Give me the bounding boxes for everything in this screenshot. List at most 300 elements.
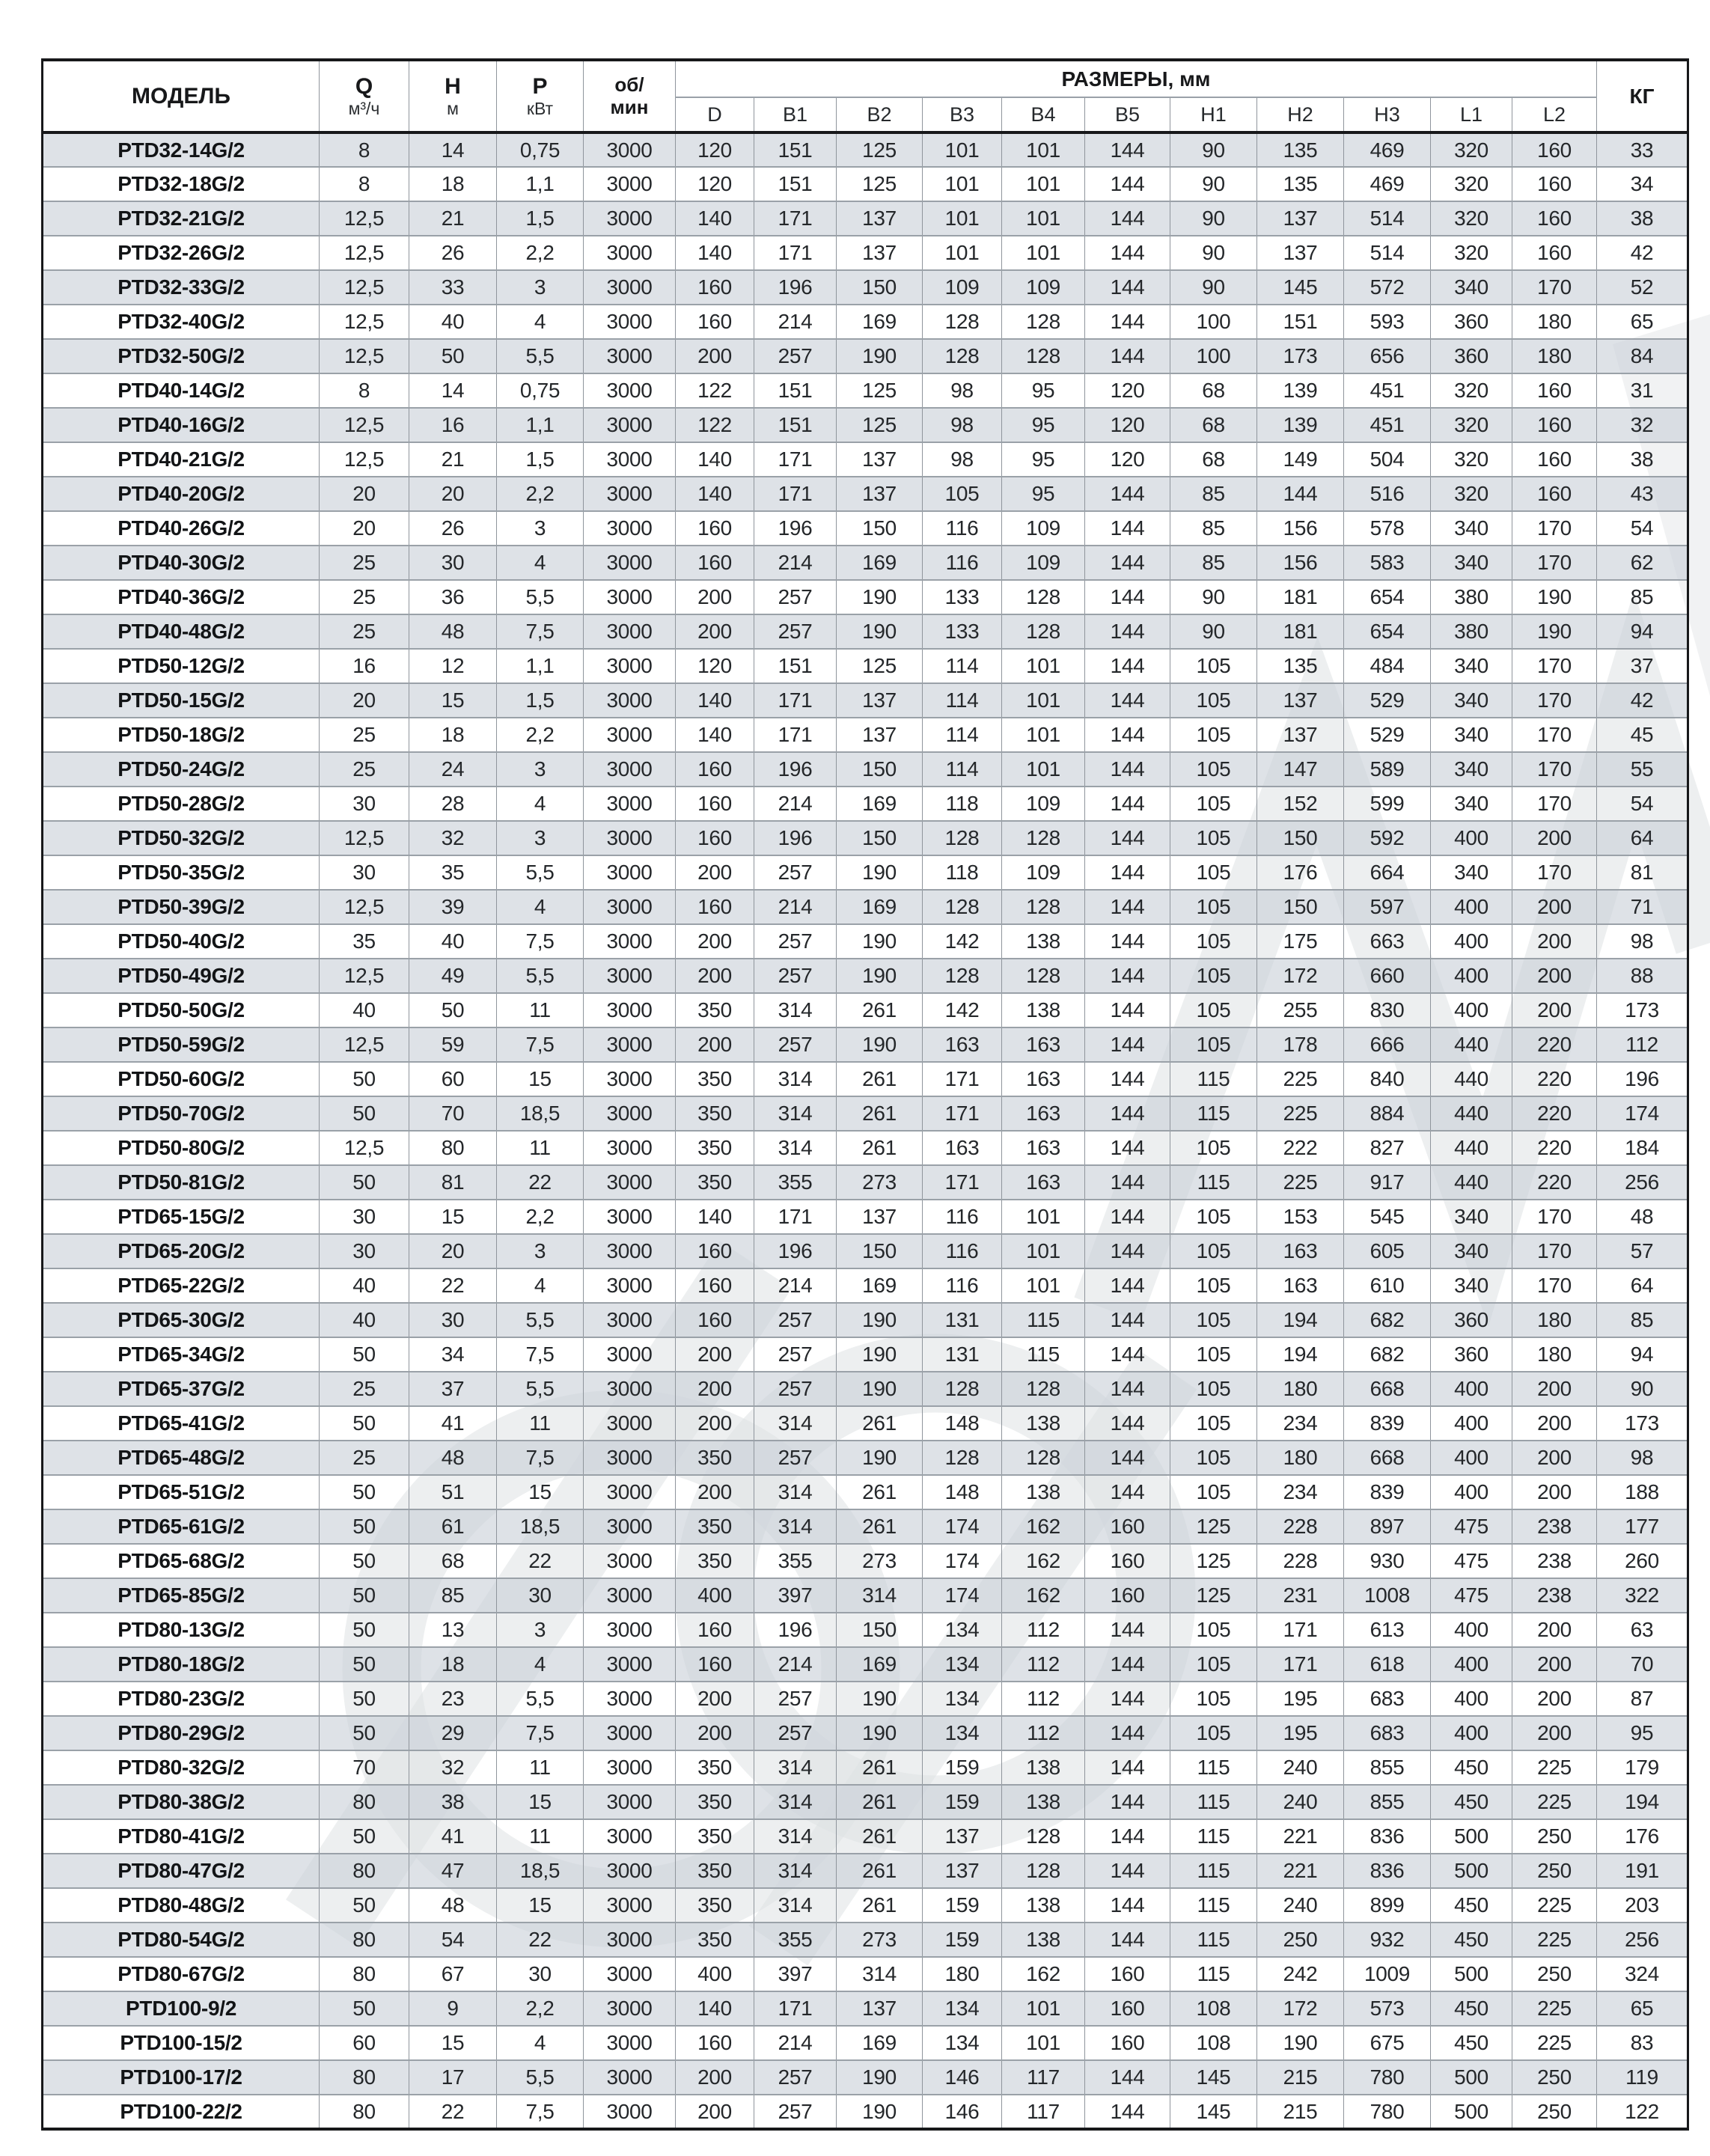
model-name: PTD50-49G/2 (43, 959, 320, 993)
col-header-head (409, 60, 497, 132)
spec-value: 128 (923, 890, 1002, 924)
spec-value: 140 (676, 1200, 754, 1234)
table-row (43, 1337, 1688, 1372)
spec-value: 180 (1512, 305, 1597, 339)
spec-value: 156 (1257, 511, 1344, 546)
spec-value: 170 (1512, 1234, 1597, 1268)
spec-value: 171 (1257, 1613, 1344, 1647)
spec-value: 839 (1344, 1475, 1431, 1509)
spec-value: 31 (1597, 373, 1688, 408)
spec-value: 320 (1431, 477, 1512, 511)
spec-value: 26 (409, 511, 497, 546)
table-row (43, 821, 1688, 855)
spec-value: 3000 (584, 1957, 676, 1991)
spec-value: 830 (1344, 993, 1431, 1027)
spec-value: 43 (1597, 477, 1688, 511)
spec-value: 14 (409, 373, 497, 408)
spec-value: 176 (1597, 1819, 1688, 1854)
spec-value: 200 (676, 1682, 754, 1716)
spec-value: 144 (1085, 201, 1170, 236)
spec-value: 3000 (584, 408, 676, 442)
spec-value: 21 (409, 201, 497, 236)
spec-value: 5,5 (497, 339, 584, 373)
table-body (43, 132, 1688, 2129)
spec-value: 3000 (584, 2060, 676, 2095)
spec-value: 144 (1085, 752, 1170, 787)
table-row (43, 787, 1688, 821)
spec-value: 25 (320, 614, 409, 649)
spec-value: 117 (1002, 2095, 1085, 2129)
spec-value: 240 (1257, 1785, 1344, 1819)
model-name: PTD65-51G/2 (43, 1475, 320, 1509)
spec-value: 4 (497, 1647, 584, 1682)
spec-value: 194 (1257, 1303, 1344, 1337)
spec-value: 18 (409, 718, 497, 752)
spec-value: 85 (1597, 580, 1688, 614)
spec-value: 350 (676, 1131, 754, 1165)
spec-value: 170 (1512, 270, 1597, 305)
spec-value: 128 (1002, 339, 1085, 373)
spec-value: 1,5 (497, 442, 584, 477)
spec-value: 257 (754, 1337, 837, 1372)
power-unit: кВт (526, 99, 554, 119)
table-row (43, 442, 1688, 477)
spec-value: 138 (1002, 1923, 1085, 1957)
spec-value: 5,5 (497, 1303, 584, 1337)
spec-value: 242 (1257, 1957, 1344, 1991)
spec-value: 314 (754, 1785, 837, 1819)
spec-value: 50 (320, 1165, 409, 1200)
spec-value: 112 (1002, 1682, 1085, 1716)
spec-value: 250 (1512, 1819, 1597, 1854)
spec-value: 144 (1085, 787, 1170, 821)
spec-value: 144 (1085, 683, 1170, 718)
spec-value: 400 (1431, 1647, 1512, 1682)
spec-value: 174 (923, 1544, 1002, 1578)
spec-value: 228 (1257, 1544, 1344, 1578)
spec-value: 12,5 (320, 821, 409, 855)
model-name: PTD65-41G/2 (43, 1406, 320, 1441)
table-row (43, 1544, 1688, 1578)
spec-value: 3000 (584, 1027, 676, 1062)
spec-value: 114 (923, 752, 1002, 787)
spec-value: 90 (1170, 580, 1257, 614)
spec-value: 350 (676, 1165, 754, 1200)
spec-value: 225 (1512, 1750, 1597, 1785)
table-row (43, 2026, 1688, 2060)
spec-value: 101 (1002, 1234, 1085, 1268)
spec-value: 125 (837, 408, 923, 442)
spec-value: 138 (1002, 1406, 1085, 1441)
model-name: PTD50-80G/2 (43, 1131, 320, 1165)
spec-value: 70 (409, 1096, 497, 1131)
spec-value: 36 (409, 580, 497, 614)
spec-value: 257 (754, 1682, 837, 1716)
spec-value: 115 (1170, 1096, 1257, 1131)
spec-value: 169 (837, 787, 923, 821)
spec-value: 3000 (584, 236, 676, 270)
spec-value: 250 (1257, 1923, 1344, 1957)
spec-value: 101 (923, 236, 1002, 270)
spec-value: 3000 (584, 683, 676, 718)
spec-value: 610 (1344, 1268, 1431, 1303)
spec-value: 20 (409, 477, 497, 511)
spec-value: 196 (754, 1234, 837, 1268)
table-row (43, 1234, 1688, 1268)
spec-value: 105 (1170, 1234, 1257, 1268)
spec-value: 172 (1257, 1991, 1344, 2026)
spec-value: 160 (676, 821, 754, 855)
table-row (43, 683, 1688, 718)
spec-value: 173 (1597, 993, 1688, 1027)
spec-value: 200 (1512, 1716, 1597, 1750)
spec-value: 440 (1431, 1165, 1512, 1200)
dimension-column-L1: L1 (1431, 97, 1512, 132)
table-row (43, 373, 1688, 408)
spec-value: 101 (1002, 1268, 1085, 1303)
table-header (43, 60, 1688, 132)
spec-value: 105 (1170, 1406, 1257, 1441)
spec-value: 200 (676, 2060, 754, 2095)
spec-value: 836 (1344, 1854, 1431, 1888)
spec-value: 87 (1597, 1682, 1688, 1716)
spec-value: 128 (923, 339, 1002, 373)
spec-value: 214 (754, 546, 837, 580)
table-row (43, 924, 1688, 959)
spec-value: 3000 (584, 1544, 676, 1578)
spec-value: 144 (1085, 1682, 1170, 1716)
spec-value: 25 (320, 1441, 409, 1475)
spec-value: 440 (1431, 1027, 1512, 1062)
spec-value: 101 (1002, 718, 1085, 752)
spec-value: 654 (1344, 614, 1431, 649)
spec-value: 171 (754, 201, 837, 236)
spec-value: 256 (1597, 1923, 1688, 1957)
spec-value: 897 (1344, 1509, 1431, 1544)
spec-value: 50 (320, 1096, 409, 1131)
spec-value: 3000 (584, 2026, 676, 2060)
spec-value: 90 (1170, 270, 1257, 305)
spec-value: 7,5 (497, 924, 584, 959)
spec-value: 170 (1512, 1200, 1597, 1234)
spec-value: 683 (1344, 1682, 1431, 1716)
spec-value: 322 (1597, 1578, 1688, 1613)
model-name: PTD50-35G/2 (43, 855, 320, 890)
spec-value: 144 (1085, 1647, 1170, 1682)
spec-value: 45 (1597, 718, 1688, 752)
spec-value: 340 (1431, 270, 1512, 305)
spec-value: 314 (754, 1406, 837, 1441)
spec-value: 138 (1002, 924, 1085, 959)
spec-value: 172 (1257, 959, 1344, 993)
spec-value: 225 (1512, 2026, 1597, 2060)
spec-value: 200 (1512, 1372, 1597, 1406)
dimension-column-B2: B2 (837, 97, 923, 132)
model-name: PTD40-20G/2 (43, 477, 320, 511)
spec-value: 3000 (584, 1096, 676, 1131)
table-row (43, 1888, 1688, 1923)
spec-value: 98 (923, 373, 1002, 408)
spec-value: 314 (754, 1131, 837, 1165)
model-name: PTD50-18G/2 (43, 718, 320, 752)
spec-value: 42 (1597, 236, 1688, 270)
spec-value: 3 (497, 752, 584, 787)
model-name: PTD80-54G/2 (43, 1923, 320, 1957)
spec-value: 151 (754, 649, 837, 683)
spec-value: 95 (1002, 442, 1085, 477)
spec-value: 170 (1512, 752, 1597, 787)
table-row (43, 477, 1688, 511)
spec-value: 400 (1431, 1682, 1512, 1716)
spec-value: 225 (1257, 1062, 1344, 1096)
spec-value: 350 (676, 1819, 754, 1854)
spec-value: 25 (320, 752, 409, 787)
spec-value: 3000 (584, 1578, 676, 1613)
spec-value: 163 (1002, 1096, 1085, 1131)
spec-value: 125 (1170, 1578, 1257, 1613)
spec-value: 340 (1431, 1268, 1512, 1303)
spec-value: 3000 (584, 1062, 676, 1096)
rpm-line1: об/ (614, 73, 644, 96)
spec-value: 516 (1344, 477, 1431, 511)
spec-value: 116 (923, 1268, 1002, 1303)
spec-value: 255 (1257, 993, 1344, 1027)
spec-value: 160 (1085, 1957, 1170, 1991)
spec-value: 261 (837, 1750, 923, 1785)
spec-value: 200 (676, 1027, 754, 1062)
spec-value: 214 (754, 1268, 837, 1303)
spec-value: 3000 (584, 270, 676, 305)
spec-value: 112 (1597, 1027, 1688, 1062)
spec-value: 128 (923, 959, 1002, 993)
model-name: PTD80-13G/2 (43, 1613, 320, 1647)
spec-value: 314 (754, 1509, 837, 1544)
spec-value: 3000 (584, 1819, 676, 1854)
table-row (43, 1854, 1688, 1888)
spec-value: 572 (1344, 270, 1431, 305)
spec-value: 134 (923, 1647, 1002, 1682)
table-row (43, 167, 1688, 201)
table-row (43, 1923, 1688, 1957)
spec-value: 160 (676, 546, 754, 580)
model-name: PTD50-70G/2 (43, 1096, 320, 1131)
spec-value: 139 (1257, 408, 1344, 442)
spec-value: 238 (1512, 1509, 1597, 1544)
col-header-flow (320, 60, 409, 132)
table-row (43, 1819, 1688, 1854)
spec-value: 135 (1257, 167, 1344, 201)
spec-value: 3000 (584, 855, 676, 890)
spec-value: 238 (1512, 1578, 1597, 1613)
table-row (43, 1991, 1688, 2026)
spec-value: 144 (1085, 546, 1170, 580)
spec-value: 4 (497, 890, 584, 924)
spec-value: 4 (497, 2026, 584, 2060)
spec-value: 70 (1597, 1647, 1688, 1682)
spec-value: 144 (1085, 1750, 1170, 1785)
spec-value: 59 (409, 1027, 497, 1062)
spec-value: 663 (1344, 924, 1431, 959)
spec-value: 3000 (584, 1785, 676, 1819)
spec-value: 160 (676, 1647, 754, 1682)
spec-value: 589 (1344, 752, 1431, 787)
spec-value: 144 (1085, 1062, 1170, 1096)
spec-value: 3000 (584, 718, 676, 752)
spec-value: 3000 (584, 1131, 676, 1165)
spec-value: 170 (1512, 718, 1597, 752)
spec-value: 120 (1085, 408, 1170, 442)
spec-value: 2,2 (497, 1200, 584, 1234)
table-row (43, 580, 1688, 614)
model-name: PTD65-61G/2 (43, 1509, 320, 1544)
spec-value: 231 (1257, 1578, 1344, 1613)
spec-value: 196 (754, 270, 837, 305)
dimension-column-L2: L2 (1512, 97, 1597, 132)
spec-value: 144 (1085, 1096, 1170, 1131)
spec-value: 144 (1085, 339, 1170, 373)
spec-value: 7,5 (497, 1337, 584, 1372)
spec-value: 98 (923, 442, 1002, 477)
spec-value: 144 (1085, 1819, 1170, 1854)
spec-value: 261 (837, 1475, 923, 1509)
spec-value: 134 (923, 1991, 1002, 2026)
spec-value: 60 (320, 2026, 409, 2060)
spec-value: 114 (923, 683, 1002, 718)
spec-value: 29 (409, 1716, 497, 1750)
spec-value: 144 (1085, 890, 1170, 924)
spec-value: 105 (1170, 787, 1257, 821)
spec-value: 174 (1597, 1096, 1688, 1131)
spec-value: 134 (923, 1716, 1002, 1750)
spec-value: 144 (1085, 1923, 1170, 1957)
spec-value: 160 (676, 1234, 754, 1268)
spec-value: 160 (1512, 132, 1597, 167)
spec-value: 108 (1170, 1991, 1257, 2026)
spec-value: 320 (1431, 167, 1512, 201)
model-name: PTD40-36G/2 (43, 580, 320, 614)
model-name: PTD50-32G/2 (43, 821, 320, 855)
spec-value: 440 (1431, 1096, 1512, 1131)
spec-value: 171 (754, 236, 837, 270)
spec-value: 314 (754, 1854, 837, 1888)
spec-value: 105 (1170, 1027, 1257, 1062)
col-header-dimensions: РАЗМЕРЫ, мм (676, 60, 1597, 97)
model-name: PTD32-26G/2 (43, 236, 320, 270)
spec-value: 3000 (584, 1234, 676, 1268)
spec-value: 400 (1431, 1716, 1512, 1750)
spec-value: 159 (923, 1750, 1002, 1785)
model-name: PTD80-29G/2 (43, 1716, 320, 1750)
dimension-column-D: D (676, 97, 754, 132)
spec-value: 3000 (584, 1165, 676, 1200)
spec-value: 118 (923, 787, 1002, 821)
spec-value: 105 (1170, 1613, 1257, 1647)
spec-value: 18,5 (497, 1854, 584, 1888)
spec-value: 109 (1002, 855, 1085, 890)
spec-value: 257 (754, 1303, 837, 1337)
spec-value: 214 (754, 1647, 837, 1682)
spec-value: 350 (676, 1750, 754, 1785)
spec-value: 171 (754, 1200, 837, 1234)
spec-value: 50 (409, 339, 497, 373)
spec-value: 120 (1085, 373, 1170, 408)
spec-value: 340 (1431, 649, 1512, 683)
spec-value: 360 (1431, 1303, 1512, 1337)
spec-value: 12,5 (320, 959, 409, 993)
spec-value: 190 (837, 924, 923, 959)
model-name: PTD100-15/2 (43, 2026, 320, 2060)
table-row (43, 959, 1688, 993)
spec-value: 160 (676, 305, 754, 339)
spec-value: 225 (1257, 1096, 1344, 1131)
spec-value: 15 (409, 1200, 497, 1234)
spec-value: 170 (1512, 546, 1597, 580)
table-row (43, 236, 1688, 270)
spec-value: 593 (1344, 305, 1431, 339)
spec-value: 340 (1431, 1234, 1512, 1268)
spec-value: 3000 (584, 1682, 676, 1716)
spec-value: 83 (1597, 2026, 1688, 2060)
spec-value: 80 (320, 2095, 409, 2129)
spec-value: 64 (1597, 1268, 1688, 1303)
spec-value: 340 (1431, 752, 1512, 787)
spec-value: 5,5 (497, 2060, 584, 2095)
spec-value: 160 (1512, 408, 1597, 442)
spec-value: 1,5 (497, 683, 584, 718)
spec-value: 137 (1257, 236, 1344, 270)
spec-value: 105 (1170, 1131, 1257, 1165)
spec-value: 592 (1344, 821, 1431, 855)
spec-value: 105 (1170, 752, 1257, 787)
spec-value: 144 (1085, 1303, 1170, 1337)
spec-value: 400 (1431, 821, 1512, 855)
spec-value: 225 (1512, 1888, 1597, 1923)
spec-value: 145 (1170, 2060, 1257, 2095)
spec-value: 1,5 (497, 201, 584, 236)
spec-value: 100 (1170, 339, 1257, 373)
table-row (43, 408, 1688, 442)
spec-value: 194 (1597, 1785, 1688, 1819)
table-row (43, 1165, 1688, 1200)
model-name: PTD65-30G/2 (43, 1303, 320, 1337)
table-row (43, 1647, 1688, 1682)
spec-value: 114 (923, 718, 1002, 752)
spec-value: 355 (754, 1165, 837, 1200)
spec-value: 125 (837, 132, 923, 167)
spec-value: 128 (923, 305, 1002, 339)
spec-value: 42 (1597, 683, 1688, 718)
spec-value: 115 (1002, 1337, 1085, 1372)
spec-value: 180 (923, 1957, 1002, 1991)
spec-value: 24 (409, 752, 497, 787)
spec-value: 200 (676, 1475, 754, 1509)
table-row (43, 993, 1688, 1027)
spec-value: 0,75 (497, 132, 584, 167)
spec-value: 115 (1170, 1854, 1257, 1888)
spec-value: 32 (1597, 408, 1688, 442)
spec-value: 120 (676, 132, 754, 167)
spec-value: 144 (1085, 477, 1170, 511)
spec-value: 1009 (1344, 1957, 1431, 1991)
spec-value: 3000 (584, 821, 676, 855)
spec-value: 160 (676, 2026, 754, 2060)
spec-value: 144 (1085, 132, 1170, 167)
table-row (43, 1406, 1688, 1441)
spec-value: 3000 (584, 373, 676, 408)
spec-value: 105 (1170, 924, 1257, 959)
spec-value: 3000 (584, 649, 676, 683)
spec-value: 138 (1002, 1750, 1085, 1785)
